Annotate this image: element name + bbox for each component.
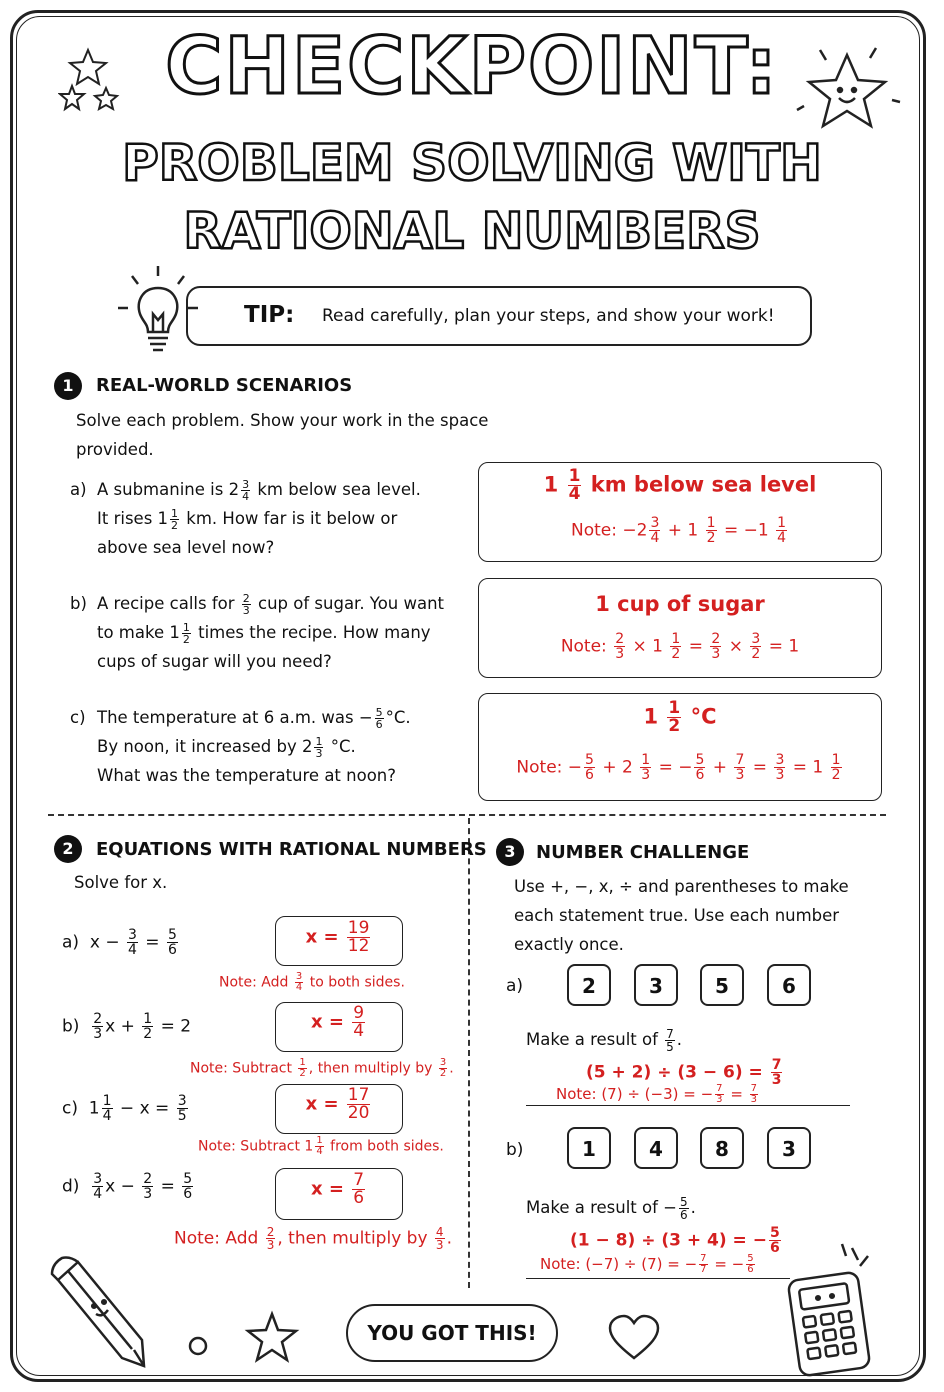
problem-1c-label: c): [70, 708, 86, 727]
number-tile: 2: [567, 964, 611, 1006]
challenge-3b-label: b): [506, 1140, 524, 1160]
note-2c: Note: Subtract 1 $\frac{1}{4}$ from both sides.: [198, 1135, 444, 1157]
heart-icon: [606, 1314, 662, 1362]
number-tile: 4: [634, 1127, 678, 1169]
answer-line-3b: [526, 1278, 790, 1279]
tip-text: Read carefully, plan your steps, and show your work!: [322, 306, 775, 326]
challenge-3a-label: a): [506, 976, 524, 996]
number-tile: 8: [700, 1127, 744, 1169]
answer-1a: 1 $\frac{1}{4}$ km below sea level: [543, 466, 817, 504]
challenge-3a-expression: (5 + 2) ÷ (3 − 6) = $\frac{7}{3}$: [586, 1057, 782, 1088]
calculator-icon: [780, 1240, 880, 1380]
pencil-icon: [44, 1250, 154, 1380]
note-1c: Note: − $\frac{5}{6}$ + 2 $\frac{1}{3}$ = − $\frac{5}{6}$ + $\frac{7}{3}$ = $\frac{3}{3}$ = 1 $\frac{1}{2}$: [516, 752, 841, 783]
equation-2a: a) x − $\frac{3}{4}$ = $\frac{5}{6}$: [62, 927, 177, 958]
section-1-instructions: Solve each problem. Show your work in the space provided.: [76, 411, 489, 459]
challenge-3a-prompt: Make a result of $\frac{7}{5}$ .: [526, 1027, 683, 1054]
problem-1a-label: a): [70, 480, 87, 499]
problem-1b-label: b): [70, 594, 87, 613]
number-tile: 5: [700, 964, 744, 1006]
section-divider: [48, 814, 886, 816]
section-1-number: 1: [54, 372, 82, 400]
number-tile: 1: [567, 1127, 611, 1169]
equation-2c: c) 1 $\frac{1}{4}$ − x = $\frac{3}{5}$: [62, 1093, 187, 1124]
section-3-instructions: Use +, −, x, ÷ and parentheses to make each statement true. Use each number exactly once.: [514, 877, 849, 954]
problem-1b-text: A recipe calls for $\frac{2}{3}$ cup of sugar. You want to make 1 $\frac{1}{2}$ times the recipe. How many cups of sugar will you need?: [97, 592, 445, 671]
challenge-3a-note: Note: (7) ÷ (−3) = − $\frac{7}{3}$ = $\frac{7}{3}$: [556, 1083, 758, 1105]
answer-2a: x = $\frac{19}{12}$: [305, 918, 370, 956]
answer-2b: x = $\frac{9}{4}$: [310, 1003, 365, 1041]
section-2-title: EQUATIONS WITH RATIONAL NUMBERS: [96, 839, 487, 860]
equation-2b: b) $\frac{2}{3}$ x + $\frac{1}{2}$ = 2: [62, 1011, 192, 1042]
column-divider: [468, 818, 470, 1288]
equation-2d: d) $\frac{3}{4}$ x − $\frac{2}{3}$ = $\frac{5}{6}$: [62, 1171, 193, 1202]
page-subtitle-line2: RATIONAL NUMBERS: [183, 202, 761, 260]
answer-1c: 1 $\frac{1}{2}$ °C: [643, 698, 717, 736]
tip-label: TIP:: [244, 302, 295, 328]
answer-2c: x = $\frac{17}{20}$: [305, 1085, 370, 1123]
encouragement-badge: YOU GOT THIS!: [346, 1304, 558, 1362]
answer-2d: x = $\frac{7}{6}$: [310, 1170, 365, 1208]
answer-1b: 1 cup of sugar: [595, 592, 765, 616]
challenge-3b-expression: (1 − 8) ÷ (3 + 4) = − $\frac{5}{6}$: [570, 1225, 780, 1256]
note-1a: Note: −2 $\frac{3}{4}$ + 1 $\frac{1}{2}$ = −1 $\frac{1}{4}$: [571, 515, 786, 546]
section-2-number: 2: [54, 835, 82, 863]
note-2b: Note: Subtract $\frac{1}{2}$ , then multiply by $\frac{3}{2}$ .: [190, 1057, 454, 1079]
answer-line-3a: [526, 1105, 850, 1106]
note-2a: Note: Add $\frac{3}{4}$ to both sides.: [219, 971, 405, 993]
number-tile: 6: [767, 964, 811, 1006]
section-1-title: REAL-WORLD SCENARIOS: [96, 375, 353, 396]
section-2-instructions: Solve for x.: [74, 873, 168, 892]
section-3-title: NUMBER CHALLENGE: [536, 842, 750, 863]
number-tile: 3: [634, 964, 678, 1006]
star-icon: [244, 1310, 300, 1364]
page-subtitle-line1: PROBLEM SOLVING WITH: [122, 134, 822, 192]
challenge-3b-note: Note: (−7) ÷ (7) = − $\frac{7}{7}$ = − $\frac{5}{6}$: [540, 1253, 754, 1275]
circle-icon: [186, 1334, 210, 1358]
section-3-number: 3: [496, 838, 524, 866]
note-1b: Note: $\frac{2}{3}$ × 1 $\frac{1}{2}$ = $\frac{2}{3}$ × $\frac{3}{2}$ = 1: [560, 631, 800, 662]
challenge-3b-prompt: Make a result of − $\frac{5}{6}$ .: [526, 1195, 696, 1222]
page-title: CHECKPOINT:: [165, 22, 779, 112]
note-2d: Note: Add $\frac{2}{3}$ , then multiply by $\frac{4}{3}$ .: [174, 1225, 452, 1252]
number-tile: 3: [767, 1127, 811, 1169]
problem-1a-text: A submanine is 2 $\frac{3}{4}$ km below sea level. It rises 1 $\frac{1}{2}$ km. How far is it below or above sea level now?: [97, 478, 421, 557]
problem-1c-text: The temperature at 6 a.m. was − $\frac{5}{6}$ °C. By noon, it increased by 2 $\frac{1}{3}$ °C. What was the temperature at noon?: [97, 706, 411, 785]
